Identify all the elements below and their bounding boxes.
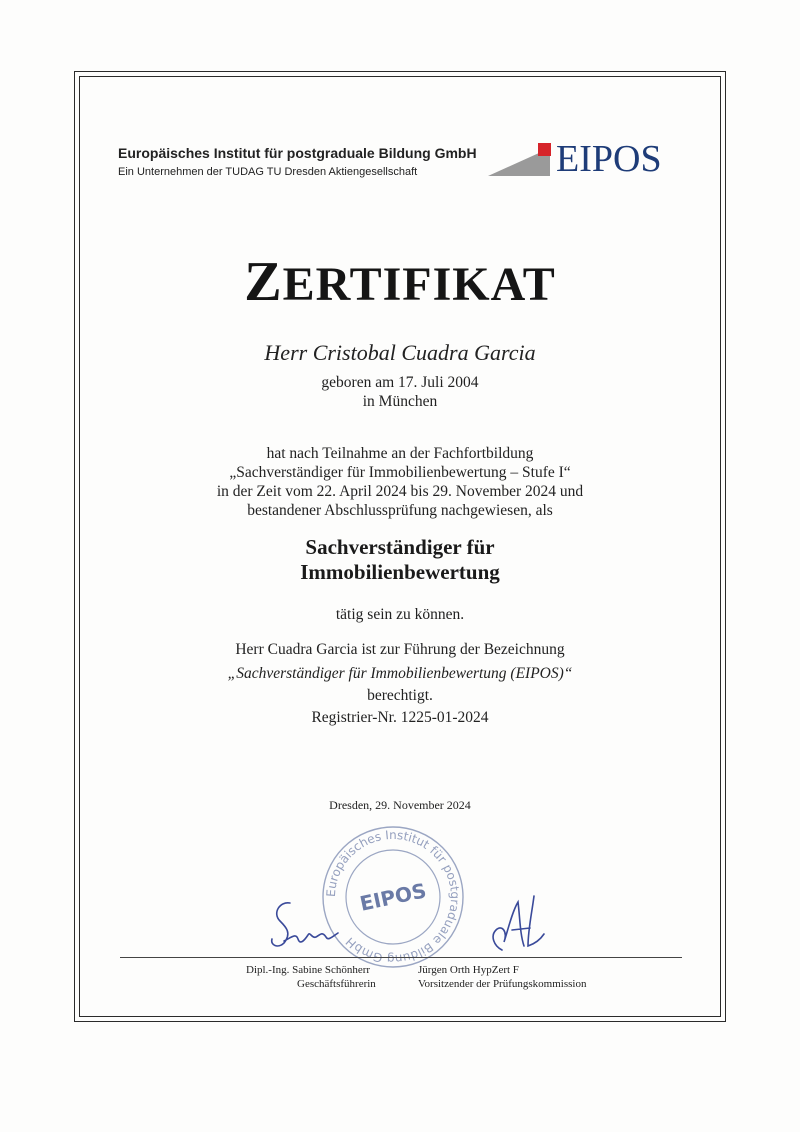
body-line: „Sachverständiger für Immobilienbewertung – Stufe I“ xyxy=(229,464,571,481)
registration-number: Registrier-Nr. 1225-01-2024 xyxy=(311,709,489,726)
logo-red-square xyxy=(538,143,551,156)
signatory-1-name: Dipl.-Ing. Sabine Schönherr xyxy=(246,964,371,976)
able-line: tätig sein zu können. xyxy=(335,606,465,623)
certificate-title xyxy=(80,250,720,314)
entitled-line: berechtigt. xyxy=(367,687,433,704)
signature-schoenherr xyxy=(262,893,352,955)
title-initial: Z xyxy=(244,251,283,313)
body-line: bestandener Abschlussprüfung nachgewiesen, als xyxy=(247,502,553,519)
qualification-title xyxy=(80,535,720,585)
signatory-1-role: Geschäftsführerin xyxy=(297,978,376,990)
designation-title: „Sachverständiger für Immobilienbewertung (EIPOS)“ xyxy=(227,665,573,682)
body-line: in der Zeit vom 22. April 2024 bis 29. November 2024 und xyxy=(216,483,584,500)
signature-orth xyxy=(484,890,554,960)
signatory-2-role: Vorsitzender der Prüfungskommission xyxy=(418,978,587,990)
designation-intro: Herr Cuadra Garcia ist zur Führung der Bezeichnung xyxy=(235,641,565,658)
recipient-name: Herr Cristobal Cuadra Garcia xyxy=(264,340,536,365)
birth-place-line: in München xyxy=(362,393,438,410)
institute-subtitle: Ein Unternehmen der TUDAG TU Dresden Aktiengesellschaft xyxy=(118,166,418,178)
qualification-line-2: Immobilienbewertung xyxy=(300,560,500,584)
seal-center-text: EIPOS xyxy=(357,878,429,916)
body-line: hat nach Teilnahme an der Fachfortbildung xyxy=(266,445,534,462)
eipos-logo-text: EIPOS xyxy=(556,138,662,180)
seal-ring-text: Europäisches Institut für postgraduale Bildung GmbH xyxy=(323,827,463,967)
qualification-line-1: Sachverständiger für xyxy=(305,535,495,559)
place-and-date: Dresden, 29. November 2024 xyxy=(329,798,471,812)
institute-name: Europäisches Institut für postgraduale Bildung GmbH xyxy=(118,145,477,161)
title-rest: ERTIFIKAT xyxy=(282,258,556,311)
signature-line xyxy=(120,957,682,958)
signatory-2-name: Jürgen Orth HypZert F xyxy=(418,964,519,976)
birth-date-line: geboren am 17. Juli 2004 xyxy=(321,374,479,391)
